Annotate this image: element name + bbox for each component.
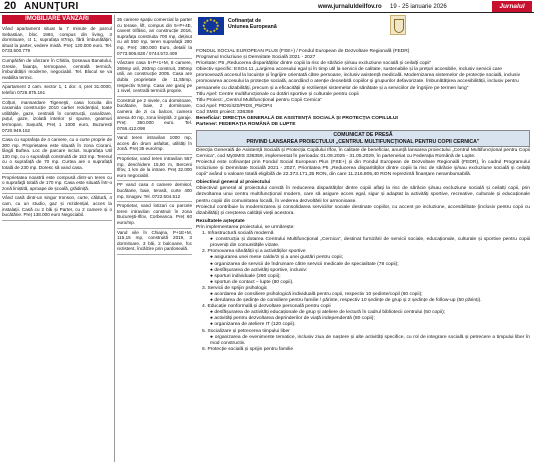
newspaper-logo: Jurnalul [492, 1, 532, 12]
section-heading: Rezultatele așteptate [196, 218, 245, 224]
eu-star-icon: ★ [209, 17, 213, 22]
eu-flag-icon [198, 17, 224, 35]
classified-ad: Casa cu suprafața de 4 camere, cu o curte proprie de 300 mp. Proprietatea este situată în zona Ciorani, lângă Buftea. Loc de parcare inclus. Suprafața Util 130 mp, cu o suprafață construită de 153 mp. Terenul cu o suprafață de 70 mp. Curtea are o suprafață totală de 230 mp. Doresc să vand casa. [2, 136, 112, 174]
classified-ad: Vand teren intravilan 1000 mp, acces din drum asfaltat, utilități în zonă. Preț 35 euro/mp. [117, 134, 192, 155]
project-details [194, 49, 532, 128]
body-paragraph: 2. Promovarea sănătății și a activităților sportive [202, 249, 306, 255]
press-release-body [194, 148, 532, 353]
body-paragraph: ● asigurarea unei mese calde/zi și a unei gustări pentru copii; [210, 255, 343, 261]
classified-ad: PF vand casa 4 camere demisol, bucătarie, baie, terasă, curte 400 mp, Snagov. Tel. 0722.604.512 [117, 181, 192, 202]
body-paragraph: 4. Educație nonformală și dezvoltare personală pentru copii [202, 304, 331, 310]
body-paragraph: 5. Socializare și petrecerea timpului liber [202, 328, 290, 334]
body-paragraph: ● acordarea de consiliere psihologică individuală pentru copii, respectiv 10 ședinte/copil (60 copii); [210, 291, 423, 297]
body-paragraph: 1. Infrastructură socială modernă [202, 231, 274, 237]
body-paragraph: ● organizarea de evenimente tematice, inclusiv ziua de naștere și alte activități specifice, cu rol de integrare socială și petrecere a timpului liber în mod constructiv. [210, 334, 530, 346]
press-release-title [196, 130, 530, 147]
body-paragraph: ● construcția și dotarea Centrului Multifuncțional „Cernica”, destinat furnizării de servicii sociale, educaționale, culturale și sportive pentru copiii proveniți din comunitățile vizate. [210, 237, 530, 249]
body-paragraph: 3. Servicii de sprijin psihologic [202, 285, 268, 291]
classified-ad: Proprietatea noastră este compusă dintr-un teren cu o suprafaţă totală de 170 mp. Casa este situată într-o zonă liniștită, aproape de școală, grădiniță. [2, 174, 112, 195]
section-heading: Obiectivul general al proiectului [196, 180, 271, 186]
classified-ad: Vand vile în Chiajna, P+1E+M, 115,15 mp, construită 2019, 3 dormitoare, 3 băi, 2 balcoane, foc rezistent, încălzire prin pardoseală. [117, 229, 192, 255]
body-paragraph: ● activități pentru dezvoltarea deprinderilor de viață independentă (80 copii); [210, 316, 375, 322]
body-paragraph: Prin implementarea proiectului, se urmărește: [196, 224, 295, 230]
page-header [0, 0, 534, 13]
ads-list [2, 24, 112, 221]
project-detail-line: Cod Apel: PIDS/420/PIDS_P5/OP4 [196, 103, 273, 109]
body-paragraph: ● desfășurarea de activități sportive, inclusiv: [210, 267, 308, 273]
eu-star-icon: ★ [205, 17, 210, 23]
classified-ad: Apartament 2 cam. sector 1, 1 dor. 4, pret 31.0000, telefon 0726.875.161 [2, 83, 112, 98]
project-detail-line: Cod SMIS proiect: 336359 [196, 109, 254, 115]
section-title: ANUNŢURI [24, 1, 79, 12]
ads-list [117, 15, 192, 255]
body-paragraph: Proiectul contribuie la modernizarea și consolidarea serviciilor sociale destinate copiilor, cu accent pe incluziune, accesibilitate (inclusiv pentru copii cu dizabilități) și creșterea calității vieții acestora. [196, 204, 530, 216]
body-paragraph: ● organizarea de servicii de îndrumare către servicii medicale de specialitate (78 copii); [210, 261, 399, 267]
classifieds-column-1 [2, 15, 112, 462]
eu-star-icon: ★ [209, 29, 213, 34]
eu-star-icon: ★ [212, 28, 217, 34]
eu-line-2: Uniunea Europeană [228, 24, 277, 31]
eu-star-icon: ★ [205, 28, 210, 34]
body-paragraph: ● derularea de ședințe de consiliere pentru familie / părinte, respectiv 10 ședințe de grup și 2 ședințe de follow-up (50 părinți). [210, 298, 482, 304]
eu-line-1: Cofinanțat de [228, 18, 262, 24]
body-paragraph: Obiectivul general al proiectului constă în reducerea disparităților dintre copiii aflați la risc de sărăcie și/sau excluziune socială și ceilalți copii, prin dezvoltarea unui centru multifuncțional modern, care să asigure acces egal, sigur și adaptat la activități sportive, recreative, culturale și educaționale pentru copiii din comunitatea locală, în vederea dezvoltării lor armonioase. [196, 186, 530, 204]
eu-star-icon: ★ [216, 23, 220, 28]
site-url[interactable]: www.jurnaluldeilfov.ro [318, 4, 382, 10]
body-paragraph: Direcția Generală de Asistență Socială și Protecția Copilului Ilfov, în calitate de beneficiar, anunță lansarea proiectului „Centrul Multifuncțional pentru Copii Cernica”, cod MySMIS 336359, implementat în perioada: 01.09.2025 - 31.05.2029, în parteneriat cu Federația Română de Lupte. [196, 147, 530, 159]
page-number: 20 [4, 0, 17, 12]
project-detail-line: Titlu Proiect: „Centrul Multifuncțional pentru Copii Cernica” [196, 97, 322, 103]
classified-ad: 35 camere spațiu comercial la parter cu terase, lift, compus din 5+P+4E, cavent trifăsic, an construcție 2016, suprafața construita 700 mp, deținut cu alt 550 mp, teren suprafață 280 mp, Preț: 380.000 Euro, detalii la 0773.906.828 / 0744.572.409 [117, 15, 192, 59]
romania-coat-of-arms-icon [390, 15, 406, 35]
project-detail-line: Partener: FEDERAȚIA ROMÂNĂ DE LUPTE [196, 122, 296, 128]
press-release-heading: COMUNICAT DE PRESĂ [333, 132, 393, 139]
press-release-subheading: PRIVIND LANSAREA PROIECTULUI „CENTRUL MULTIFUNCȚIONAL PENTRU COPII CERNICA” [246, 138, 480, 145]
body-paragraph: 6. Protecție socială și sprijin pentru familie [202, 346, 294, 352]
eu-star-icon: ★ [212, 17, 217, 23]
classified-ad: Vânzare casa 5+P+1+M, 8 camere, 269mp util, 293mp construit, 290mp utili, an construcție 2005. Casa are dubla proprietate de 11,55mp, respectiv 9,5mp. Casa are garaj pe 1 nivel, centrală termică proprie. [117, 59, 192, 97]
classified-ad: Proprietar, vand teren intravilan 567 mp, deschidere 15,50 m, Berceni Ilfov, 1 km de la intrare. Preț 32.000 euro negociabil. [117, 155, 192, 181]
classified-ad: Proprietar, vand lotizari cu parcele teren intravilan construit în zona Bucureşti-Ilfov, Corbeanca. Preț 60 euro/mp. [117, 202, 192, 228]
eu-cofunding-label [228, 18, 277, 30]
body-paragraph: Proiectul este cofinanțat prin Fondul Social European Plus (FSE+) și din Fondul European de Dezvoltare Regională (FEDR), în cadrul Programului Incluziune și Demnitate Socială 2021 - 2027, Prioritatea P5 „Reducerea disparităților dintre copiii la risc de sărăcie și/sau excluziune socială și ceilalți copii” având o valoare totală eligibilă de 22.373.171,35 RON, din care 11.216.805,40 RON reprezintă finanțare nerambursabilă. [196, 160, 530, 178]
classified-ad: Vând apartament situat la 7 minute de parcul Sebastian, bloc 1984, compus din living, 3 dormitoare, ct 1, suprafața 87mp, fără îmbunătățiri, situat la parter, vedere mixtă. Preț: 120.000 euro. Tel. 0733.500.779 [2, 24, 112, 57]
project-detail-line: FONDUL SOCIAL EUROPEAN PLUS (FSE+) / Fondul European de Dezvoltare Regională (FEDR) [196, 49, 410, 54]
project-detail-line: Obiectiv specific: ESO4.11 „Largirea accesului egal și în timp util la servicii de calitate, sustenabile și la prețuri accesibile, inclusiv servicii care promovează accesul la locuințe și îngrijire orientată către persoane, inclusiv asistență medicală. Modernizarea sistemelor de protecție socială, inclusiv promovarea accesului la protecție socială, acordând o atenție deosebită copiilor și grupurilor defavorizate. Îmbunătățirea accesibilității, inclusiv pentru persoanele cu dizabilități, precum și a eficacității și rezilienței sistemelor de sănătate și a serviciilor de îngrijire pe termen lung” [196, 67, 521, 91]
eu-star-icon: ★ [215, 26, 219, 31]
eu-project-notice [194, 15, 532, 462]
body-paragraph: ● desfășurarea de activități educaționale de grup și ateliere de lectură în cadrul bibliotecii centrului (50 copii); [210, 310, 446, 316]
body-paragraph: ● sportun de contact – lupte (80 copii). [210, 279, 294, 285]
classifieds-column-2 [114, 15, 192, 462]
eu-star-icon: ★ [202, 26, 207, 31]
project-detail-line: Beneficiar: DIRECȚIA GENERALĂ DE ASISTENȚĂ SOCIALĂ ȘI PROTECȚIA COPILULUI [196, 116, 398, 122]
eu-star-icon: ★ [202, 23, 206, 28]
project-detail-line: Titlu Apel: Centre multifuncționale cu dotări sportive și culturale pentru copii [196, 91, 359, 97]
eu-cofunding-banner [194, 15, 532, 49]
classified-ad: Cumpărăm de vânzare în Chitila, Șoseaua Banatului, Gresie, faianța, termopane, centrală termică, îmbunătățiri moderne, negociabil. Tel. Blocul se va reabilita termic. [2, 57, 112, 83]
body-paragraph: ● organizarea de ateliere IT (120 copii). [210, 322, 296, 328]
eu-star-icon: ★ [202, 20, 207, 25]
category-header: IMOBILIARE VÂNZĂRI [2, 15, 112, 24]
classified-ad: Colțuri, mansardare Tigeneşti, casa locuita din caramida construcție 2010 cartier rezidențial, toate utilitățile, gaze, centrală în construcții, canalizare, puțul, gaze, izolată interior și spume, geamuri termopan, Sașurăt, Preț 1 1000 euro, Buzuresti 0720.949.152 [2, 99, 112, 137]
issue-date: 19 - 25 ianuarie 2026 [390, 4, 447, 10]
project-detail-line: Programul Incluziune și Demnitate Socială 2021 - 2027 [196, 55, 316, 61]
project-detail-line: Prioritate: P5 „Reducerea disparităților dintre copiii la risc de sărăcie și/sau excluziune socială și ceilalți copii” [196, 61, 432, 67]
body-paragraph: ● sporturi individuale (260 copii); [210, 273, 281, 279]
classified-ad: Vând casă dintr-un singur tronson, curte, căldură, 4 cam, cu un studio, gaz și rezidențial, acces la instalații. Casă cu 2 băi și Parter, cu 2 camere și o bucătărie. Preț 138.000 euro Negociabil. [2, 194, 112, 220]
eu-star-icon: ★ [215, 20, 219, 25]
classified-ad: Construit pe 2 nivele, cu dormitoare, bucătarie, baie, 2 dormitoare, camera de zi cu balcon, camera anexa 40 mp, zona liniştită. 2 garaje. Preț: 350.000 euro. Tel. 0766.412.098 [117, 97, 192, 135]
